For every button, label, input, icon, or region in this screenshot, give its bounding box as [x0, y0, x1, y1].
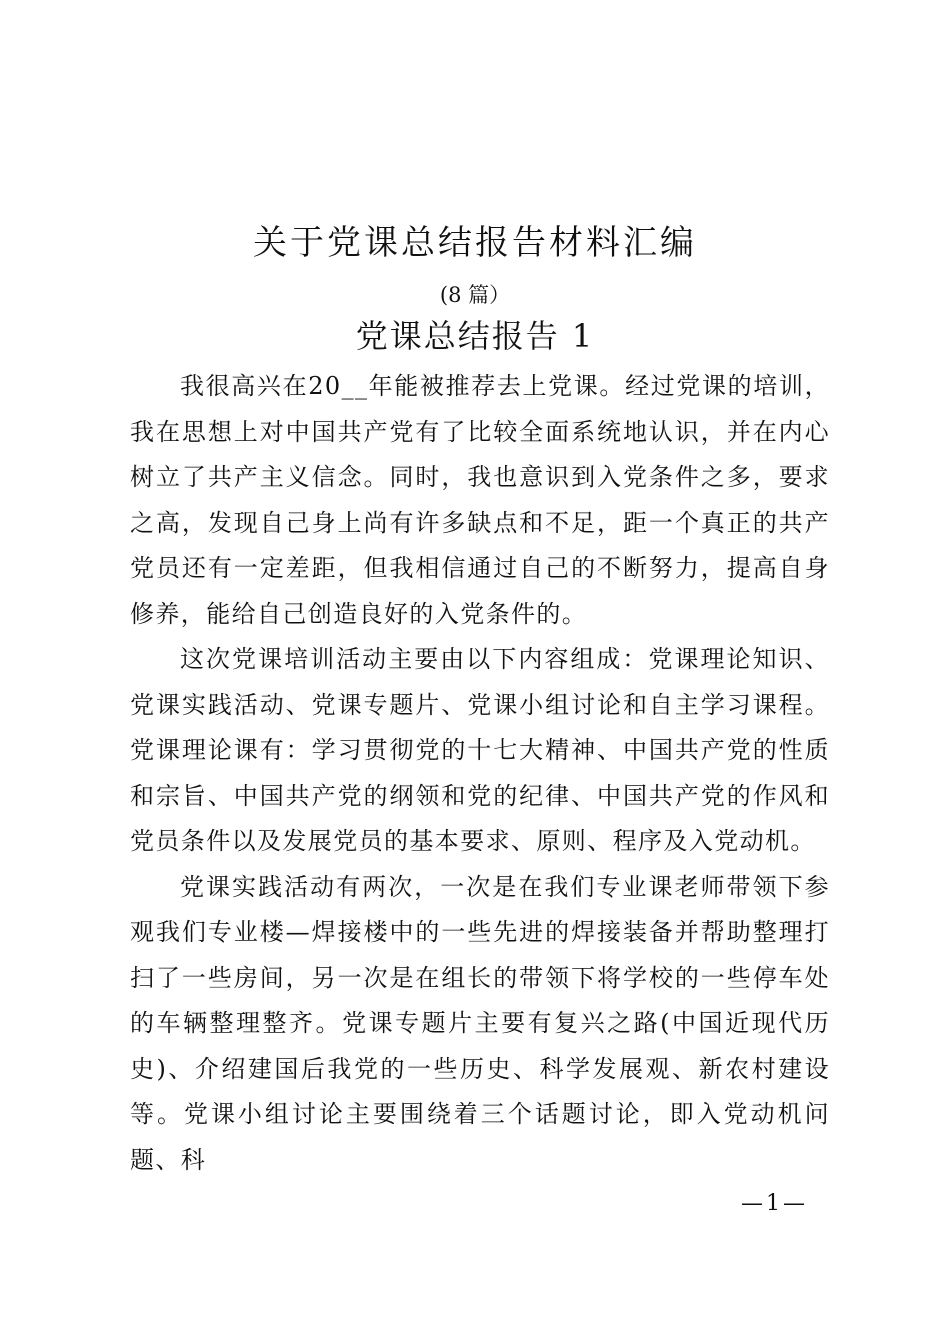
document-title: 关于党课总结报告材料汇编: [253, 223, 697, 263]
document-subtitle: (8 篇）: [439, 283, 511, 307]
paragraph-1: 我很高兴在20__年能被推荐去上党课。经过党课的培训，我在思想上对中国共产党有了比较全面系统地认识，并在内心树立了共产主义信念。同时，我也意识到入党条件之多，要求之高，发现自己身上尚有许多缺点和不足，距一个真正的共产党员还有一定差距，但我相信通过自己的不断努力，提高自身修养，能给自己创造良好的入党条件的。: [130, 372, 830, 628]
document-body: [130, 364, 830, 1183]
section-title: 党课总结报告 1: [355, 317, 595, 355]
paragraph-2: 这次党课培训活动主要由以下内容组成：党课理论知识、党课实践活动、党课专题片、党课小组讨论和自主学习课程。党课理论课有：学习贯彻党的十七大精神、中国共产党的性质和宗旨、中国共产党的纲领和党的纪律、中国共产党的作风和党员条件以及发展党员的基本要求、原则、程序及入党动机。: [130, 645, 830, 855]
paragraph-3: 党课实践活动有两次，一次是在我们专业课老师带领下参观我们专业楼—焊接楼中的一些先进的焊接装备并帮助整理打扫了一些房间，另一次是在组长的带领下将学校的一些停车处的车辆整理整齐。党课专题片主要有复兴之路(中国近现代历史)、介绍建国后我党的一些历史、科学发展观、新农村建设等。党课小组讨论主要围绕着三个话题讨论，即入党动机问题、科: [130, 872, 830, 1174]
page-number: —1—: [741, 1191, 808, 1216]
